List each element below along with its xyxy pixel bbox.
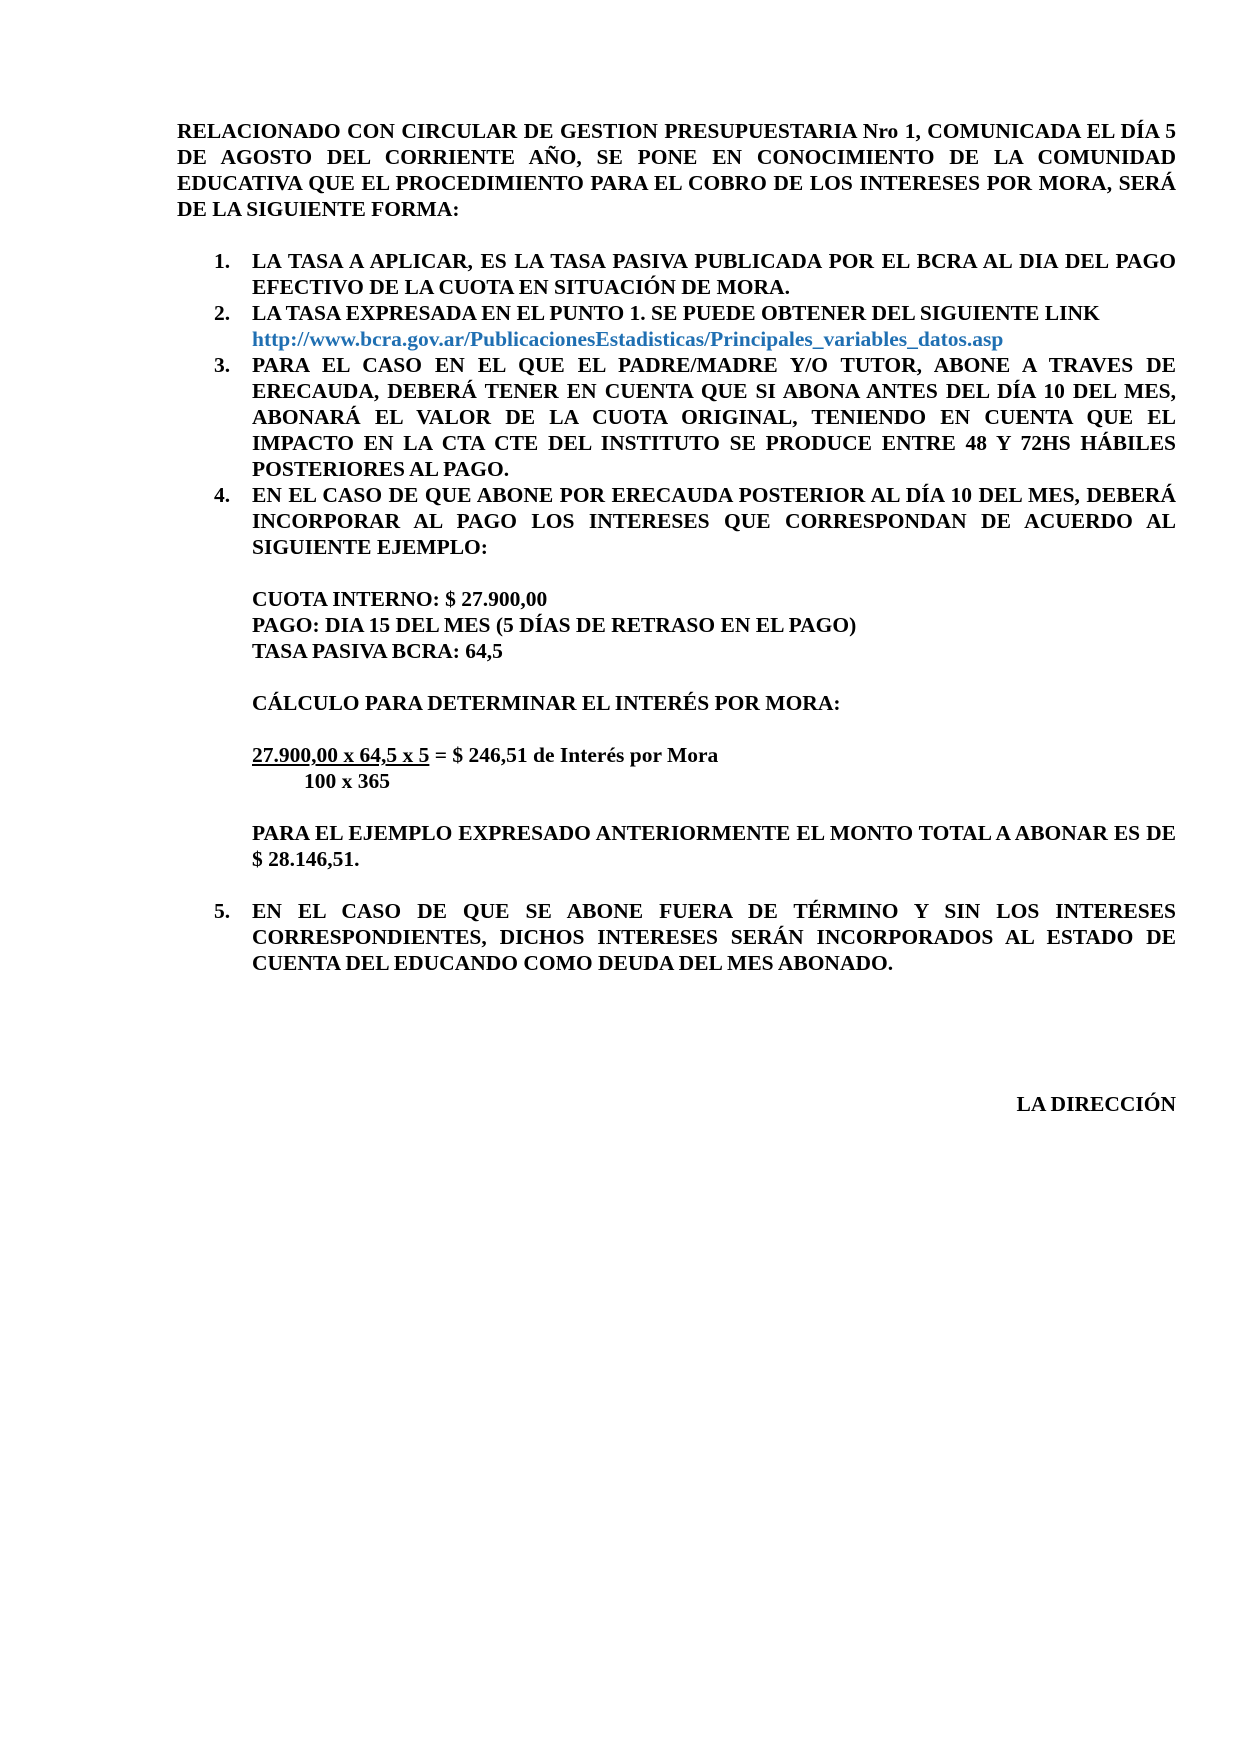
item-text: EN EL CASO DE QUE SE ABONE FUERA DE TÉRMINO Y SIN LOS INTERESES CORRESPONDIENTES, DICHOS INTERESES SERÁN INCORPORADOS AL ESTADO DE CUENTA DEL EDUCANDO COMO DEUDA DEL MES ABONADO. [252,899,1176,975]
item-number: 5. [214,899,231,923]
example-total: PARA EL EJEMPLO EXPRESADO ANTERIORMENTE EL MONTO TOTAL A ABONAR ES DE $ 28.146,51. [252,821,1176,871]
item-number: 2. [214,301,231,325]
list-item-2 [177,300,1176,352]
item-text: PARA EL CASO EN EL QUE EL PADRE/MADRE Y/O TUTOR, ABONE A TRAVES DE ERECAUDA, DEBERÁ TENER EN CUENTA QUE SI ABONA ANTES DEL DÍA 10 DEL MES, ABONARÁ EL VALOR DE LA CUOTA ORIGINAL, TENIENDO EN CUENTA QUE EL IMPACTO EN LA CTA CTE DEL INSTITUTO SE PRODUCE ENTRE 48 Y 72HS HÁBILES POSTERIORES AL PAGO. [252,353,1176,481]
list-item-1 [177,248,1176,300]
intro-paragraph: RELACIONADO CON CIRCULAR DE GESTION PRESUPUESTARIA Nro 1, COMUNICADA EL DÍA 5 DE AGOSTO DEL CORRIENTE AÑO, SE PONE EN CONOCIMIENTO DE LA COMUNIDAD EDUCATIVA QUE EL PROCEDIMIENTO PARA EL COBRO DE LOS INTERESES POR MORA, SERÁ DE LA SIGUIENTE FORMA: [177,119,1176,221]
formula [252,742,1176,794]
item-number: 1. [214,249,231,273]
example-tasa: TASA PASIVA BCRA: 64,5 [252,639,503,663]
bcra-link[interactable]: http://www.bcra.gov.ar/PublicacionesEstadisticas/Principales_variables_datos.asp [252,327,1004,351]
list-item-4 [177,482,1176,872]
procedure-list [177,248,1176,976]
item-text: LA TASA EXPRESADA EN EL PUNTO 1. SE PUEDE OBTENER DEL SIGUIENTE LINK [252,301,1100,325]
document-body [177,118,1176,976]
formula-denominator: 100 x 365 [304,769,390,793]
item-number: 4. [214,483,231,507]
calculation-title: CÁLCULO PARA DETERMINAR EL INTERÉS POR MORA: [252,691,841,715]
list-item-5 [177,898,1176,976]
item-text: EN EL CASO DE QUE ABONE POR ERECAUDA POSTERIOR AL DÍA 10 DEL MES, DEBERÁ INCORPORAR AL PAGO LOS INTERESES QUE CORRESPONDAN DE ACUERDO AL SIGUIENTE EJEMPLO: [252,483,1176,559]
formula-numerator: 27.900,00 x 64,5 x 5 [252,743,430,767]
example-values [252,586,1176,664]
item-text: LA TASA A APLICAR, ES LA TASA PASIVA PUBLICADA POR EL BCRA AL DIA DEL PAGO EFECTIVO DE LA CUOTA EN SITUACIÓN DE MORA. [252,249,1176,299]
example-pago: PAGO: DIA 15 DEL MES (5 DÍAS DE RETRASO EN EL PAGO) [252,613,857,637]
example-cuota: CUOTA INTERNO: $ 27.900,00 [252,587,548,611]
list-item-3 [177,352,1176,482]
formula-result: = $ 246,51 de Interés por Mora [429,743,719,767]
signature: LA DIRECCIÓN [1016,1092,1176,1116]
item-number: 3. [214,353,231,377]
